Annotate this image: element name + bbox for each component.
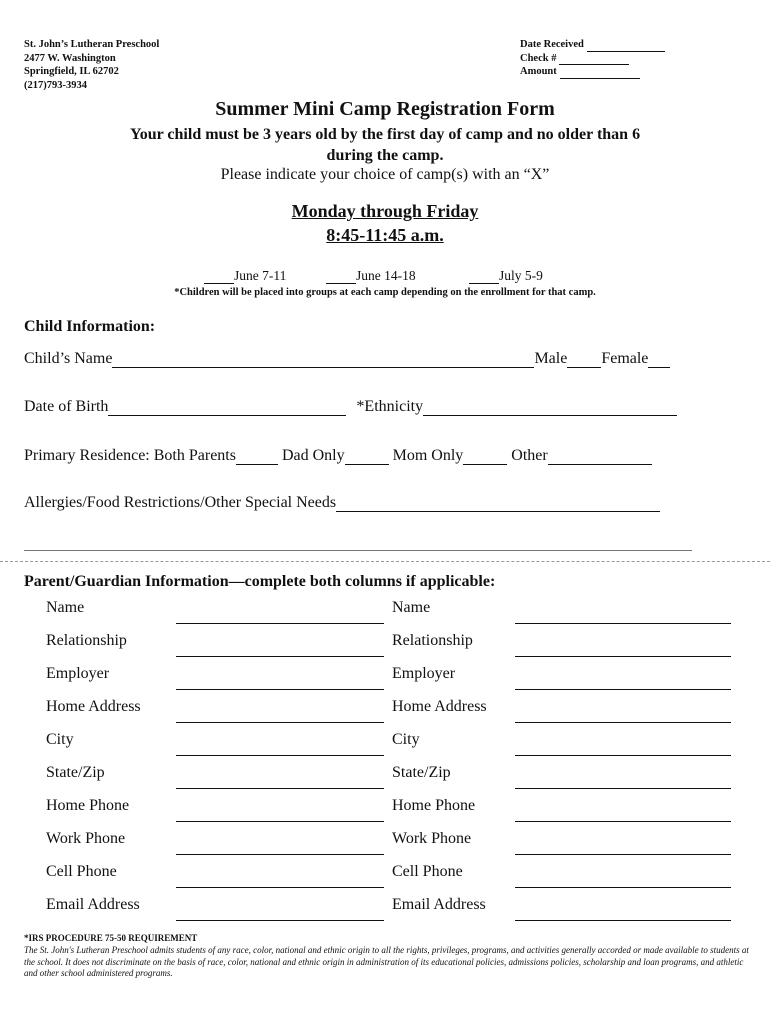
parent2-field-input[interactable] (515, 656, 731, 657)
residence-label: Primary Residence: Both Parents (24, 447, 236, 464)
parent2-field-input[interactable] (515, 623, 731, 624)
parent2-field-input[interactable] (515, 920, 731, 921)
nondiscrimination-statement: The St. John's Lutheran Preschool admits students of any race, color, national and ethnic origin to all the rights, privileges, programs, and activities generally accorded or made available to students at the school. It does not discriminate on the basis of race, color, national and ethnic origin in administration of its educational policies, admissions policies, scholarship and loan programs, and athletic and other school administered programs. (24, 945, 749, 978)
dob-field[interactable] (108, 401, 346, 416)
age-requirement: Your child must be 3 years old by the first day of camp and no older than 6 during the camp. (129, 126, 641, 164)
mom-only-field[interactable] (463, 450, 507, 465)
mom-only-label: Mom Only (392, 447, 464, 464)
parent1-field-label: Relationship (46, 632, 127, 649)
dad-only-label: Dad Only (281, 447, 345, 464)
school-name: St. John’s Lutheran Preschool (24, 39, 160, 50)
parent2-field-label: Name (392, 599, 431, 616)
parent1-field-label: Name (46, 599, 85, 616)
parent2-field-label: City (392, 731, 420, 748)
parent1-field-input[interactable] (176, 755, 384, 756)
parent2-field-label: Cell Phone (392, 863, 463, 880)
parent2-field-input[interactable] (515, 722, 731, 723)
male-label: Male (534, 350, 568, 367)
parent1-field-label: Home Address (46, 698, 141, 715)
date-received-label: Date Received (520, 39, 584, 50)
parent1-field-label: State/Zip (46, 764, 105, 781)
other-field[interactable] (548, 450, 652, 465)
child-name-row (24, 350, 670, 368)
office-use-block (520, 38, 665, 79)
camp-option: June 14-18 (326, 268, 416, 284)
parent1-field-label: Work Phone (46, 830, 126, 847)
parent2-field-input[interactable] (515, 821, 731, 822)
check-field[interactable] (559, 54, 629, 65)
child-name-label: Child’s Name (24, 350, 113, 367)
parent1-field-label: Home Phone (46, 797, 130, 814)
school-phone: (217)793-3934 (24, 79, 87, 91)
school-info (24, 38, 159, 92)
parent1-field-label: Email Address (46, 896, 140, 913)
amount-field[interactable] (560, 68, 640, 79)
parent2-field-input[interactable] (515, 788, 731, 789)
allergies-field[interactable] (336, 497, 660, 512)
parent1-field-input[interactable] (176, 623, 384, 624)
amount-label: Amount (520, 66, 557, 77)
parent1-field-input[interactable] (176, 920, 384, 921)
allergies-label: Allergies/Food Restrictions/Other Special Needs (24, 494, 337, 511)
residence-row (24, 447, 652, 465)
date-received-field[interactable] (587, 41, 665, 52)
irs-note: *IRS PROCEDURE 75-50 REQUIREMENT (24, 933, 198, 943)
parent2-field-input[interactable] (515, 689, 731, 690)
child-name-field[interactable] (112, 353, 534, 368)
camp-checkbox-line[interactable] (204, 271, 234, 284)
parent2-field-input[interactable] (515, 854, 731, 855)
section-divider (0, 561, 770, 562)
parent2-field-label: Work Phone (392, 830, 472, 847)
parent1-field-input[interactable] (176, 854, 384, 855)
camp-option: June 7-11 (204, 268, 286, 284)
parent2-field-label: Home Address (392, 698, 487, 715)
parent2-field-input[interactable] (515, 755, 731, 756)
other-label: Other (511, 447, 548, 464)
camp-option: July 5-9 (469, 268, 543, 284)
dad-only-field[interactable] (345, 450, 389, 465)
parent1-field-label: Cell Phone (46, 863, 117, 880)
both-parents-field[interactable] (236, 450, 278, 465)
school-address: 2477 W. Washington (24, 52, 116, 64)
parent1-field-label: City (46, 731, 74, 748)
dob-label: Date of Birth (24, 398, 109, 415)
parent2-field-label: Home Phone (392, 797, 476, 814)
parent2-field-label: State/Zip (392, 764, 451, 781)
school-city: Springfield, IL 62702 (24, 66, 119, 77)
child-info-heading: Child Information: (24, 318, 156, 335)
camp-checkbox-line[interactable] (469, 271, 499, 284)
parent2-field-label: Employer (392, 665, 456, 682)
camp-note: *Children will be placed into groups at each camp depending on the enrollment for that camp. (174, 287, 596, 298)
ethnicity-label: *Ethnicity (356, 398, 424, 415)
allergies-extra-line[interactable] (24, 550, 692, 551)
parent2-field-label: Relationship (392, 632, 473, 649)
parent-info-heading: Parent/Guardian Information—complete both columns if applicable: (24, 573, 496, 590)
allergies-row (24, 494, 660, 512)
ethnicity-field[interactable] (423, 401, 677, 416)
camp-days: Monday through Friday (291, 201, 479, 221)
female-field[interactable] (648, 353, 670, 368)
dob-row (24, 398, 677, 416)
parent1-field-label: Employer (46, 665, 110, 682)
parent1-field-input[interactable] (176, 821, 384, 822)
parent1-field-input[interactable] (176, 788, 384, 789)
parent1-field-input[interactable] (176, 656, 384, 657)
parent1-field-input[interactable] (176, 722, 384, 723)
parent2-field-input[interactable] (515, 887, 731, 888)
parent1-field-input[interactable] (176, 689, 384, 690)
parent1-field-input[interactable] (176, 887, 384, 888)
parent2-field-label: Email Address (392, 896, 486, 913)
camp-time: 8:45-11:45 a.m. (326, 225, 444, 245)
form-title: Summer Mini Camp Registration Form (215, 98, 555, 120)
instruction-text: Please indicate your choice of camp(s) with an “X” (220, 166, 550, 183)
check-label: Check # (520, 52, 557, 64)
male-field[interactable] (567, 353, 601, 368)
female-label: Female (601, 350, 649, 367)
camp-checkbox-line[interactable] (326, 271, 356, 284)
